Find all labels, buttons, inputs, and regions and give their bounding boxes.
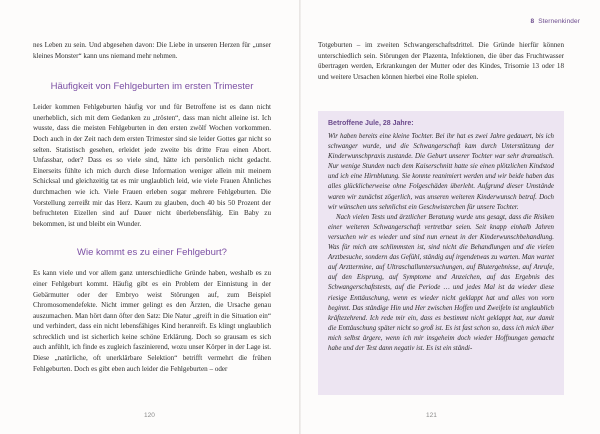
- page-number-right: 121: [426, 412, 437, 419]
- chapter-number: 8: [530, 18, 535, 25]
- testimonial-paragraph-1: Wir haben bereits eine kleine Tochter. Bei ihr hat es zwei Jahre gedauert, bis ich schwanger wurde, und die Schwangerschaft kam durch Unterstützung der Kinderwunschpraxis zustande. Die Geburt unserer Tochter war sehr dramatisch. Nur wenige Stunden nach dem Kaiserschnitt hatte sie einen plötzlichen Kindstod und ich eine Hirnblutung. Sie konnte reanimiert werden und wir beide haben das alles glücklicherweise ohne Folgeschäden überlebt. Aufgrund dieser Umstände waren wir zunächst zögerlich, was unseren weiteren Kinderwunsch betraf. Doch wir wünschen uns sehnlichst ein Geschwisterchen für unsere Tochter.: [328, 133, 554, 211]
- running-header: [531, 18, 581, 25]
- left-paragraph-causes: Es kann viele und vor allem ganz unterschiedliche Gründe haben, weshalb es zu einer Fehlgeburt kommt. Häufig gibt es ein Problem der Einnistung in der Gebärmutter oder der Embryo weist Störungen auf, zum Beispiel Chromosomendefekte. Nicht immer gelingt es den Ärzten, die Ursache genau auszumachen. Man hört dann öfter den Satz: Die Natur „greift in die Situation ein“ und verhindert, dass ein nicht lebensfähiges Kind heranreift. Es klingt unglaublich schrecklich und ist sicherlich keine schöne Erklärung. Doch so grausam es sich auch anfühlt, ich finde es zugleich faszinierend, wozu unser Körper in der Lage ist. Diese „natürliche, oft unerklärbare Selektion“ betrifft vermehrt die frühen Fehlgeburten. Doch es gibt eben auch leider die Fehlgeburten – oder: [33, 269, 271, 373]
- testimonial-title: Betroffene Jule, 28 Jahre:: [328, 120, 414, 127]
- left-paragraph-frequency: Leider kommen Fehlgeburten häufig vor und für Betroffene ist es dann nicht unerheblich, sich mit dem Gedanken zu „trösten“, dass man nicht alleine ist. Ich wusste, dass die meisten Fehlgeburten in den ersten zwölf Wochen vorkommen. Doch auch in der Zeit nach dem ersten Trimester sind sie leider Gottes gar nicht so selten. Statistisch gesehen, erleidet jede zweite bis dritte Frau einen Abort. Unfassbar, oder? Dass es so viele sind, hätte ich persönlich nicht gedacht. Einerseits fühlte ich mich durch diese Information weniger allein mit meinem Schicksal und gleichzeitig tat es mir unglaublich leid, wie viele Frauen Ähnliches durchmachen wie ich. Viele Frauen erleben sogar mehrere Fehlgeburten. Die Vorstellung zerreißt mir das Herz. Kaum zu glauben, doch 40 bis 50 Prozent der befruchteten Eizellen sind auf Dauer nicht überlebensfähig. Ein Baby zu bekommen, ist und bleibt ein Wunder.: [33, 103, 271, 228]
- section-heading-causes: Wie kommt es zu einer Fehlgeburt?: [77, 247, 227, 259]
- left-column: [33, 40, 271, 374]
- testimonial-box: [318, 111, 564, 395]
- right-column: [318, 40, 564, 82]
- chapter-title: Sternenkinder: [538, 18, 580, 25]
- section-heading-frequency: Häufigkeit von Fehlgeburten im ersten Trimester: [50, 81, 254, 93]
- testimonial-paragraph-2: Nach vielen Tests und ärztlicher Beratung wurde uns gesagt, dass die Risiken einer weiteren Schwangerschaft vertretbar seien. Seit knapp einhalb Jahren versuchen wir es wieder und sind nun erneut in der Kinderwunschbehandlung. Was für mich am schlimmsten ist, sind nicht die Behandlungen und die vielen Arztbesuche, sondern das Gefühl, ständig auf irgendetwas zu warten. Man wartet auf Arzttermine, auf Ultraschalluntersuchungen, auf Blutergebnisse, auf Anrufe, auf den Eisprung, auf Symptome und Anzeichen, auf das Ergebnis des Schwangerschaftstests, auf die Periode … und jedes Mal ist da wieder diese riesige Enttäuschung, wenn es wieder nicht geklappt hat und alles von vorn beginnt. Das ständige Hin und Her zwischen Hoffen und Zweifeln ist unglaublich kräftezehrend. Ich rede mir ein, dass es bestimmt nicht geklappt hat, nur damit die Enttäuschung später nicht so groß ist. Es ist fast schon so, dass ich mich über mich selbst ärgere, wenn ich mir insgeheim doch wieder Hoffnungen gemacht habe und der Test dann negativ ist. Es ist ein ständi-: [328, 213, 554, 352]
- right-paragraph-top: Totgeburten – im zweiten Schwangerschaftsdrittel. Die Gründe hierfür können unterschiedlich sein. Störungen der Plazenta, Infektionen, die über das Fruchtwasser übertragen werden, Erkrankungen der Mutter oder des Kindes, Trisomie 13 oder 18 und weitere Ursachen können hierbei eine Rolle spielen.: [318, 41, 564, 81]
- right-page: [301, 0, 600, 434]
- left-paragraph-top: nes Leben zu sein. Und abgesehen davon: Die Liebe in unseren Herzen für „unser kleines Monster“ kann uns niemand mehr nehmen.: [33, 41, 271, 60]
- page-number-left: 120: [144, 412, 155, 419]
